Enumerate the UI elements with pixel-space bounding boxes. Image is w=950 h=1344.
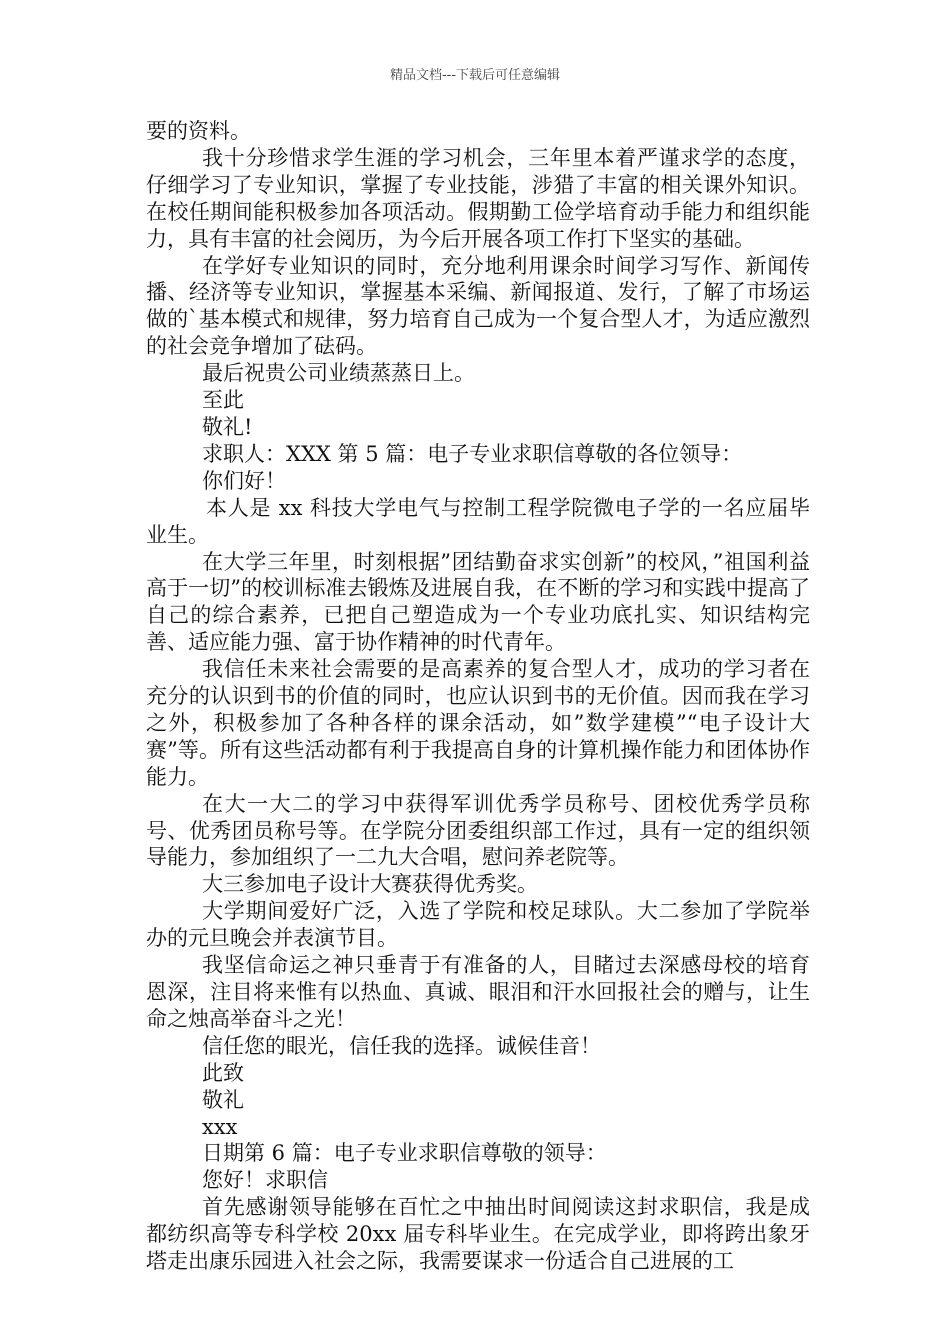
paragraph-14: 大学期间爱好广泛，入选了学院和校足球队。大二参加了学院举办的元旦晚会并表演节目。 bbox=[146, 899, 810, 951]
paragraph-9: 本人是 xx 科技大学电气与控制工程学院微电子学的一名应届毕业生。 bbox=[146, 495, 810, 547]
paragraph-21: 您好！求职信 bbox=[202, 1168, 328, 1193]
paragraph-15: 我坚信命运之神只垂青于有准备的人，目睹过去深感母校的培育恩深，注目将来惟有以热血、真诚、眼泪和汗水回报社会的赠与，让生命之烛高举奋斗之光！ bbox=[146, 953, 810, 1031]
paragraph-5: 至此 bbox=[202, 388, 244, 413]
paragraph-20: 日期第 6 篇：电子专业求职信尊敬的领导： bbox=[202, 1141, 607, 1166]
paragraph-10: 在大学三年里，时刻根据”团结勤奋求实创新”的校风，”祖国利益高于一切”的校训标准去锻炼及进展自我，在不断的学习和实践中提高了自己的综合素养，已把自己塑造成为一个专业功底扎实、知识结构完善、适应能力强、富于协作精神的时代青年。 bbox=[146, 549, 810, 655]
paragraph-16: 信任您的眼光，信任我的选择。诚候佳音！ bbox=[202, 1033, 601, 1058]
document-body bbox=[146, 118, 810, 1275]
paragraph-12: 在大一大二的学习中获得军训优秀学员称号、团校优秀学员称号、优秀团员称号等。在学院分团委组织部工作过，具有一定的组织领导能力，参加组织了一二九大合唱，慰问养老院等。 bbox=[146, 791, 810, 870]
paragraph-11: 我信任未来社会需要的是高素养的复合型人才，成功的学习者在充分的认识到书的价值的同时，也应认识到书的无价值。因而我在学习之外，积极参加了各种各样的课余活动，如”数学建模”“电子设计大赛”等。所有这些活动都有利于我提高自身的计算机操作能力和团体协作能力。 bbox=[146, 657, 810, 789]
paragraph-4: 最后祝贵公司业绩蒸蒸日上。 bbox=[202, 361, 475, 386]
paragraph-1: 要的资料。 bbox=[146, 119, 251, 143]
paragraph-6: 敬礼! bbox=[202, 414, 253, 439]
paragraph-2: 我十分珍惜求学生涯的学习机会，三年里本着严谨求学的态度，仔细学习了专业知识，掌握了专业技能，涉猎了丰富的相关课外知识。在校任期间能积极参加各项活动。假期勤工俭学培育动手能力和组织能力，具有丰富的社会阅历，为今后开展各项工作打下坚实的基础。 bbox=[146, 145, 810, 251]
paragraph-22: 首先感谢领导能够在百忙之中抽出时间阅读这封求职信，我是成都纺织高等专科学校 20xx 届专科毕业生。在完成学业，即将跨出象牙塔走出康乐园进入社会之际，我需要谋求一份适合自己进展的工 bbox=[146, 1195, 810, 1274]
paragraph-8: 你们好！ bbox=[202, 468, 286, 493]
paragraph-7: 求职人：XXX 第 5 篇：电子专业求职信尊敬的各位领导： bbox=[202, 441, 743, 466]
paragraph-19: xxx bbox=[202, 1114, 238, 1139]
paragraph-17: 此致 bbox=[202, 1060, 244, 1085]
paragraph-3: 在学好专业知识的同时，充分地利用课余时间学习写作、新闻传播、经济等专业知识，掌握基本采编、新闻报道、发行，了解了市场运做的`基本模式和规律，努力培育自己成为一个复合型人才，为适应激烈的社会竞争增加了砝码。 bbox=[146, 253, 810, 359]
page-header: 精品文档---下载后可任意编辑 bbox=[389, 68, 561, 83]
paragraph-18: 敬礼 bbox=[202, 1087, 244, 1112]
paragraph-13: 大三参加电子设计大赛获得优秀奖。 bbox=[202, 872, 538, 897]
